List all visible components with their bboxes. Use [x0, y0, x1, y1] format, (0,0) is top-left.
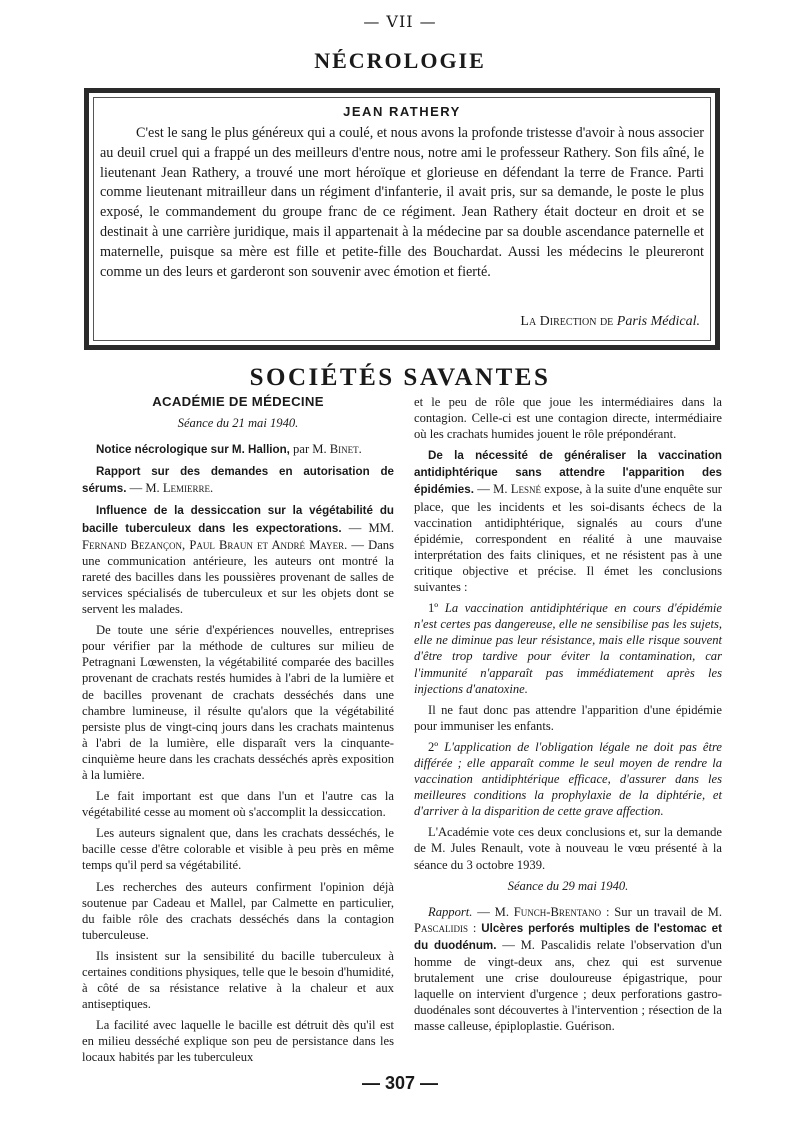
rapport-author: Lemierre. [162, 481, 214, 496]
conclusion-1-number: 1º [428, 601, 445, 616]
rapport-by: — M. [126, 481, 163, 496]
rapport-paragraph [82, 463, 394, 497]
necrologie-title: NÉCROLOGIE [314, 48, 486, 73]
notice-paragraph [82, 441, 394, 458]
paragraph-role: et le peu de rôle que joue les intermédiaires dans la contagion. Celle-ci est une contagion directe, intermédiaire où les crachats humides jouent le rôle prépondérant. [414, 395, 722, 442]
paragraph-academie: L'Académie vote ces deux conclusions et, sur la demande de M. Jules Renault, vote à nouveau le vœu présenté à la séance du 3 octobre 1939. [414, 825, 722, 872]
paragraph-fait: Le fait important est que dans l'un et l'autre cas la végétabilité cesse au moment où s'accomplit la dessiccation. [82, 789, 394, 820]
paragraph-ilnefaut: Il ne faut donc pas attendre l'apparition d'une épidémie pour immuniser les enfants. [414, 702, 722, 733]
conclusion-1 [414, 600, 722, 697]
paragraph-recherches: Les recherches des auteurs confirment l'opinion déjà soutenue par Cadeau et Mallel, par Calmette en particulier, du faible rôle des crachats desséchés dans la contagion tuberculeuse. [82, 879, 394, 942]
notice-author: Binet. [329, 442, 362, 457]
influence-by: — MM. [341, 520, 394, 535]
obituary-name: JEAN RATHERY [343, 104, 461, 119]
necessite-author: Lesné [510, 482, 541, 497]
academy-heading: ACADÉMIE DE MÉDECINE [152, 394, 324, 409]
influence-paragraph [82, 502, 394, 617]
rapport2-author2: Pascalidis [414, 920, 469, 935]
societes-title: SOCIÉTÉS SAVANTES [249, 364, 551, 391]
notice-title: Notice nécrologique sur M. Hallion, [96, 443, 290, 457]
signature-direction: La Direction de [520, 314, 614, 329]
rapport2-sur: : Sur un travail de M. [601, 904, 722, 919]
roman-page-number: — VII — [363, 12, 437, 31]
influence-text: — Dans une communication antérieure, les auteurs ont montré la rareté des bacilles dans les poussières provenant de salles de services spécialisés de tuberculeux et sur les objets dont se servent les malades. [82, 537, 394, 617]
paragraph-facilite: La facilité avec laquelle le bacille est détruit dès qu'il est en milieu desséché explique son peu de persistance dans les locaux habités par les tuberculeux [82, 1018, 394, 1065]
rapport2-paragraph [414, 904, 722, 1035]
necessite-by: — M. [473, 482, 511, 497]
necessite-text: expose, à la suite d'une enquête sur place, que les incidents et les soi-disants échecs de la vaccination antidiphtérique, signalés au cours d'une épidémie, correspondent en réalité à une mauvaise interprétation des faits cliniques, et ne résistent pas à une critique objective et précise. Il émet les conclusions suivantes : [414, 482, 722, 595]
rapport2-title: Ulcères perforés multiples de l'estomac et du duodénum. [414, 921, 722, 952]
influence-title: Influence de la dessiccation sur la végétabilité du bacille tuberculeux dans les expectorations. [82, 504, 394, 535]
conclusion-2-text: L'application de l'obligation légale ne doit pas être différée ; elle apparaît comme le seul moyen de rendre la vaccination antidiphtérique efficace, d'assurer dans les meilleures conditions la prophylaxie de la diphtérie, et d'arriver à la disparition de cette grave affection. [414, 739, 722, 819]
conclusion-2 [414, 739, 722, 819]
column-left [82, 394, 394, 1071]
paragraph-experiences: De toute une série d'expériences nouvelles, entreprises pour vérifier par la méthode de cultures sur milieu de Petragnani Lœwensten, la végétabilité comparée des bacilles provenant de crachats restés humides à l'abri de la lumière et de bacilles provenant de crachats desséchés dans une chambre lumineuse, il résulte qu'alors que la végétabilité persiste plus de vingt-cinq jours dans les crachats maintenus à l'abri de la lumière, elle disparaît vers la cinquante-cinquième heure dans les crachats desséchés après exposition à la lumière. [82, 623, 394, 782]
column-right [414, 394, 722, 1039]
rapport2-colon: : [468, 920, 482, 935]
notice-by: par M. [289, 442, 330, 457]
rapport2-text: — M. Pascalidis relate l'observation d'un homme de vingt-deux ans, chez qui est survenue brutalement une crise douloureuse épigastrique, pour laquelle on intervient d'urgence ; deux perforations gastro-duodénales sont découvertes à l'intervention ; résection de la masse calleuse, épiploplastie. Guérison. [414, 937, 722, 1034]
page-number: — 307 — [361, 1073, 439, 1093]
necessite-paragraph [414, 447, 722, 595]
signature-journal: Paris Médical. [616, 314, 700, 329]
paragraph-auteurs: Les auteurs signalent que, dans les crachats desséchés, le bacille cesse d'être colorable et visible à peu près en même temps qu'il perd sa végétabilité. [82, 826, 394, 873]
necessite-title: De la nécessité de généraliser la vaccination antidiphtérique sans attendre l'apparition des épidémies. [414, 449, 722, 497]
conclusion-1-text: La vaccination antidiphtérique en cours d'épidémie n'est certes pas dangereuse, elle ne sensibilise pas les sujets, elle ne diminue pas leur résistance, mais elle risque souvent d'être trop tardive pour éviter la contamination, car l'immunité n'apparaît pas immédiatement après les injections d'anatoxine. [414, 601, 723, 696]
conclusion-2-number: 2º [428, 739, 445, 754]
rapport2-by: — M. [472, 904, 514, 919]
seance-date-2: Séance du 29 mai 1940. [507, 878, 629, 893]
rapport2-author: Funch-Brentano [513, 904, 602, 919]
influence-authors: Fernand Bezançon, Paul Braun et André Mayer. [82, 537, 348, 552]
seance-date-1: Séance du 21 mai 1940. [177, 416, 299, 431]
paragraph-insistent: Ils insistent sur la sensibilité du bacille tuberculeux à certaines conditions physiques, telle que le besoin d'humidité, à côté de sa résistance relative à la chaleur et aux antiseptiques. [82, 948, 394, 1012]
rapport-title: Rapport sur des demandes en autorisation de sérums. [82, 465, 394, 496]
obituary-text: C'est le sang le plus généreux qui a coulé, et nous avons la profonde tristesse d'avoir à nous associer au deuil cruel qui a frappé un des meilleurs d'entre nous, notre ami le professeur Rathery. Son fils aîné, le lieutenant Jean Rathery, a trouvé une mort héroïque et glorieuse en défendant la terre de France. Parti comme lieutenant mitrailleur dans un régiment d'infanterie, il avait pris, sur sa demande, le poste le plus exposé, le commandement du groupe franc de ce régiment. Jean Rathery était docteur en droit et se destinait à une carrière juridique, mais il appartenait à la médecine par sa double ascendance paternelle et maternelle, puisque sa mère est fille et petite-fille des Bouchardat. Aussi les médecins le pleureront comme un des leurs et garderont son souvenir avec émotion et fierté. [100, 125, 704, 280]
obituary-signature [520, 314, 700, 330]
rapport2-label: Rapport. [428, 904, 473, 919]
